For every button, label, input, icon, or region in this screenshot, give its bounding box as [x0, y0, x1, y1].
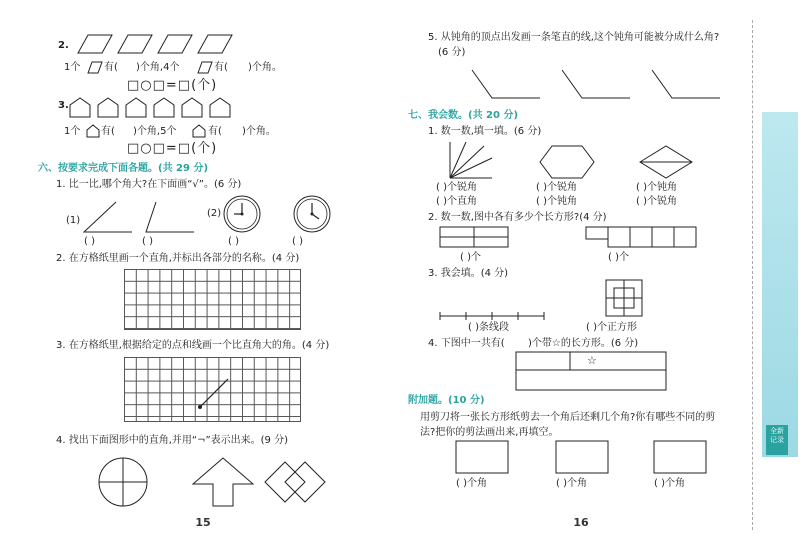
bonus-answer-1: ( )个角 [456, 478, 487, 489]
s7-q4-prompt-b: )个带☆的长方形。(6 分) [528, 338, 639, 349]
q3-equation: □○□=□(个) [127, 141, 218, 156]
fold-line [752, 20, 753, 530]
section-7-title: 七、我会数。(共 20 分) [408, 110, 519, 121]
star-icon: ☆ [587, 354, 597, 367]
q3-text-3: )个角,5个 [133, 126, 177, 137]
s7-q3-a: ( )条线段 [468, 322, 509, 333]
s7-q1-c1: ( )个钝角 [636, 182, 677, 193]
q5-score: (6 分) [438, 47, 466, 58]
angle-pair-figures [82, 200, 212, 235]
q3-house-row [68, 97, 258, 119]
q3-house-icon [86, 124, 100, 138]
s6-q4-prompt: 4. 找出下面图形中的直角,并用“¬”表示出来。(9 分) [56, 435, 288, 446]
s7-q1-a2: ( )个直角 [436, 196, 477, 207]
q3-text-4: 有( [208, 126, 222, 137]
s7-q2-prompt: 2. 数一数,图中各有多少个长方形?(4 分) [428, 212, 607, 223]
q2-text-3: )个角,4个 [136, 62, 180, 73]
s6-q1-paren-3: ( ) [228, 236, 239, 247]
page-number-16: 16 [573, 516, 589, 529]
bonus-title: 附加题。(10 分) [408, 395, 485, 406]
s6-q3-prompt: 3. 在方格纸里,根据给定的点和线画一个比直角大的角。(4 分) [56, 340, 330, 351]
s6-q1-paren-1: ( ) [84, 236, 95, 247]
s7-q1-c2: ( )个锐角 [636, 196, 677, 207]
bonus-answer-3: ( )个角 [654, 478, 685, 489]
s6-q1-paren-2: ( ) [142, 236, 153, 247]
q2-equation: □○□=□(个) [127, 78, 218, 93]
q2-text-5: )个角。 [248, 62, 282, 73]
s7-q1-a1: ( )个锐角 [436, 182, 477, 193]
bonus-answer-2: ( )个角 [556, 478, 587, 489]
clock-icon-pair [222, 195, 332, 235]
s6-q1-label-1: (1) [66, 215, 81, 226]
bonus-line-1: 用剪刀将一张长方形纸剪去一个角后还剩几个角?你有哪些不同的剪 [420, 412, 716, 423]
q2-text-1: 1个 [64, 62, 81, 73]
sidebar-tab: 全新 记录 [766, 425, 788, 455]
page-number-15: 15 [195, 516, 211, 529]
given-point-and-line [124, 357, 300, 421]
count-rectangle-figures [440, 226, 700, 248]
s7-q1-b1: ( )个锐角 [536, 182, 577, 193]
q3-text-5: )个角。 [242, 126, 276, 137]
s7-q2-b: ( )个 [608, 252, 629, 263]
s7-q3-b: ( )个正方形 [586, 322, 637, 333]
segments-and-squares-figure [436, 280, 676, 322]
q2-parallelogram-icon [86, 61, 104, 74]
q3-text-1: 1个 [64, 126, 81, 137]
obtuse-angle-figures [470, 68, 730, 104]
s6-q1-prompt: 1. 比一比,哪个角大?在下面画“√”。(6 分) [56, 179, 242, 190]
q2-parallelogram-row [70, 33, 250, 55]
q2-number: 2. [58, 40, 69, 51]
section-6-title: 六、按要求完成下面各题。(共 29 分) [38, 163, 209, 174]
q2-text-2: 有( [104, 62, 118, 73]
q3-number: 3. [58, 100, 69, 111]
s6-q2-prompt: 2. 在方格纸里画一个直角,并标出各部分的名称。(4 分) [56, 253, 300, 264]
q2-parallelogram-icon-2 [196, 61, 214, 74]
q3-text-2: 有( [101, 126, 115, 137]
side-decoration [762, 112, 798, 457]
q3-house-icon-2 [192, 124, 206, 138]
s6-q1-paren-4: ( ) [292, 236, 303, 247]
grid-paper-1[interactable] [124, 269, 301, 330]
bonus-line-2: 法?把你的剪法画出来,再填空。 [420, 427, 559, 438]
s6-q1-label-2: (2) [207, 208, 222, 219]
q5-prompt: 5. 从钝角的顶点出发画一条笔直的线,这个钝角可能被分成什么角? [428, 32, 720, 43]
count-angle-figures [440, 142, 700, 182]
right-angle-figures [95, 456, 335, 508]
q2-text-4: 有( [214, 62, 228, 73]
s7-q4-prompt-a: 4. 下图中一共有( [428, 338, 505, 349]
s7-q3-prompt: 3. 我会填。(4 分) [428, 268, 509, 279]
s7-q2-a: ( )个 [460, 252, 481, 263]
s7-q1-b2: ( )个钝角 [536, 196, 577, 207]
bonus-rectangle-figures[interactable] [456, 441, 716, 475]
s7-q1-prompt: 1. 数一数,填一填。(6 分) [428, 126, 542, 137]
